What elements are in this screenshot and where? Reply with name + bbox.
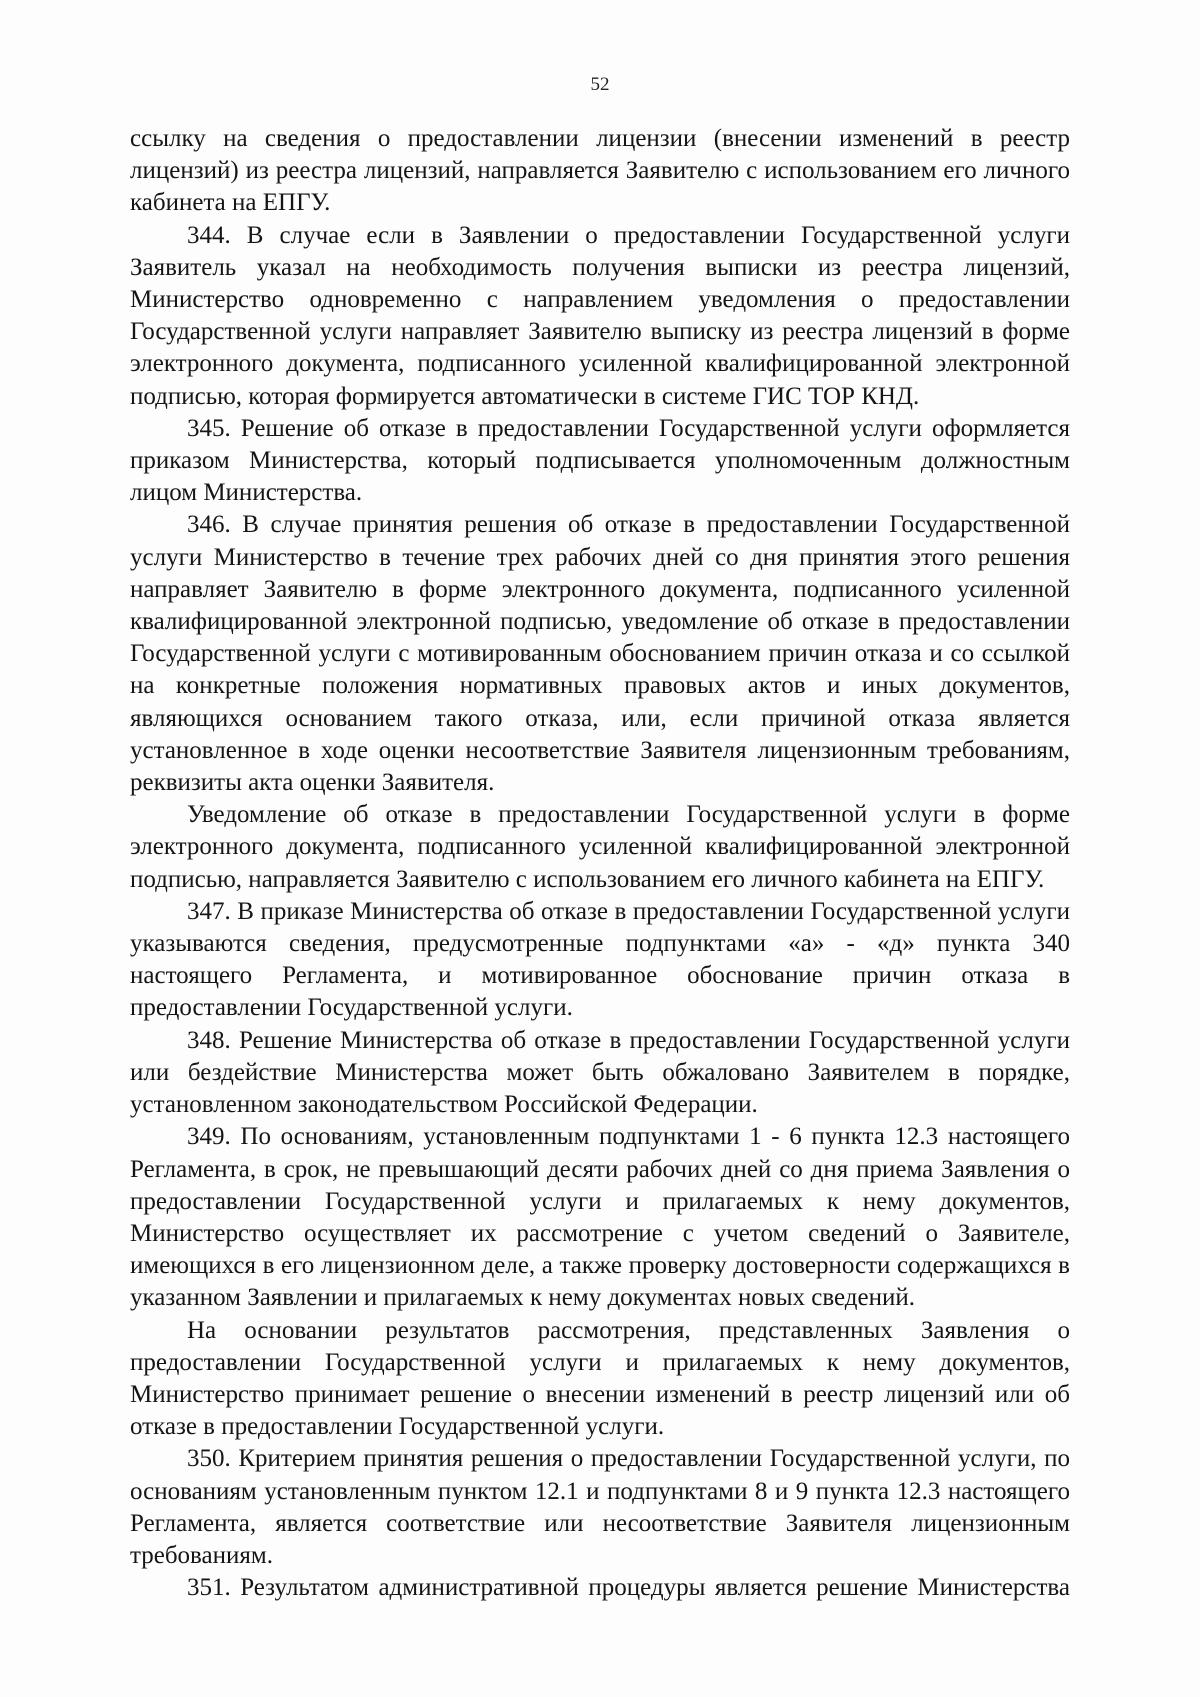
paragraph-346-notice: Уведомление об отказе в предоставлении Государственной услуги в форме электронного документа, подписанного усиленной квалифицированной электронной подписью, направляется Заявителю с использованием его личного кабинета на ЕПГУ. — [130, 801, 1070, 893]
paragraph-350: 350. Критерием принятия решения о предоставлении Государственной услуги, по основаниям установленным пунктом 12.1 и подпунктами 8 и 9 пункта 12.3 настоящего Регламента, является соответствие или несоответствие Заявителя лицензионным требованиям. — [130, 1445, 1070, 1569]
page-number: 52 — [590, 74, 610, 95]
paragraph-346: 346. В случае принятия решения об отказе в предоставлении Государственной услуги Министерство в течение трех рабочих дней со дня принятия этого решения направляет Заявителю в форме электронного документа, подписанного усиленной квалифицированной электронной подписью, уведомление об отказе в предоставлении Государственной услуги с мотивированным обоснованием причин отказа и со ссылкой на конкретные положения нормативных правовых актов и иных документов, являющихся основанием такого отказа, или, если причиной отказа является установленное в ходе оценки несоответствие Заявителя лицензионным требованиям, реквизиты акта оценки Заявителя. — [130, 511, 1070, 797]
paragraph-continuation: ссылку на сведения о предоставлении лицензии (внесении изменений в реестр лицензий) из реестра лицензий, направляется Заявителю с использованием его личного кабинета на ЕПГУ. — [130, 125, 1070, 217]
paragraph-345: 345. Решение об отказе в предоставлении Государственной услуги оформляется приказом Министерства, который подписывается уполномоченным должностным лицом Министерства. — [130, 414, 1070, 507]
paragraph-349: 349. По основаниям, установленным подпунктами 1 - 6 пункта 12.3 настоящего Регламента, в срок, не превышающий десяти рабочих дней со дня приема Заявления о предоставлении Государственной услуги и прилагаемых к нему документов, Министерство осуществляет их рассмотрение с учетом сведений о Заявителе, имеющихся в его лицензионном деле, а также проверку достоверности содержащихся в указанном Заявлении и прилагаемых к нему документах новых сведений. — [130, 1123, 1070, 1312]
paragraph-351: 351. Результатом административной процедуры является решение Министерства — [187, 1574, 1070, 1602]
paragraph-348: 348. Решение Министерства об отказе в предоставлении Государственной услуги или бездействие Министерства может быть обжаловано Заявителем в порядке, установленном законодательством Российской Федерации. — [130, 1026, 1070, 1119]
paragraph-344: 344. В случае если в Заявлении о предоставлении Государственной услуги Заявитель указал на необходимость получения выписки из реестра лицензий, Министерство одновременно с направлением уведомления о предоставлении Государственной услуги направляет Заявителю выписку из реестра лицензий в форме электронного документа, подписанного усиленной квалифицированной электронной подписью, которая формируется автоматически в системе ГИС ТОР КНД. — [130, 221, 1070, 410]
paragraph-347: 347. В приказе Министерства об отказе в предоставлении Государственной услуги указываются сведения, предусмотренные подпунктами «а» - «д» пункта 340 настоящего Регламента, и мотивированное обоснование причин отказа в предоставлении Государственной услуги. — [130, 897, 1070, 1022]
paragraph-349-decision: На основании результатов рассмотрения, представленных Заявления о предоставлении Государственной услуги и прилагаемых к нему документов, Министерство принимает решение о внесении изменений в реестр лицензий или об отказе в предоставлении Государственной услуги. — [130, 1316, 1070, 1441]
document-body — [130, 123, 1070, 1604]
